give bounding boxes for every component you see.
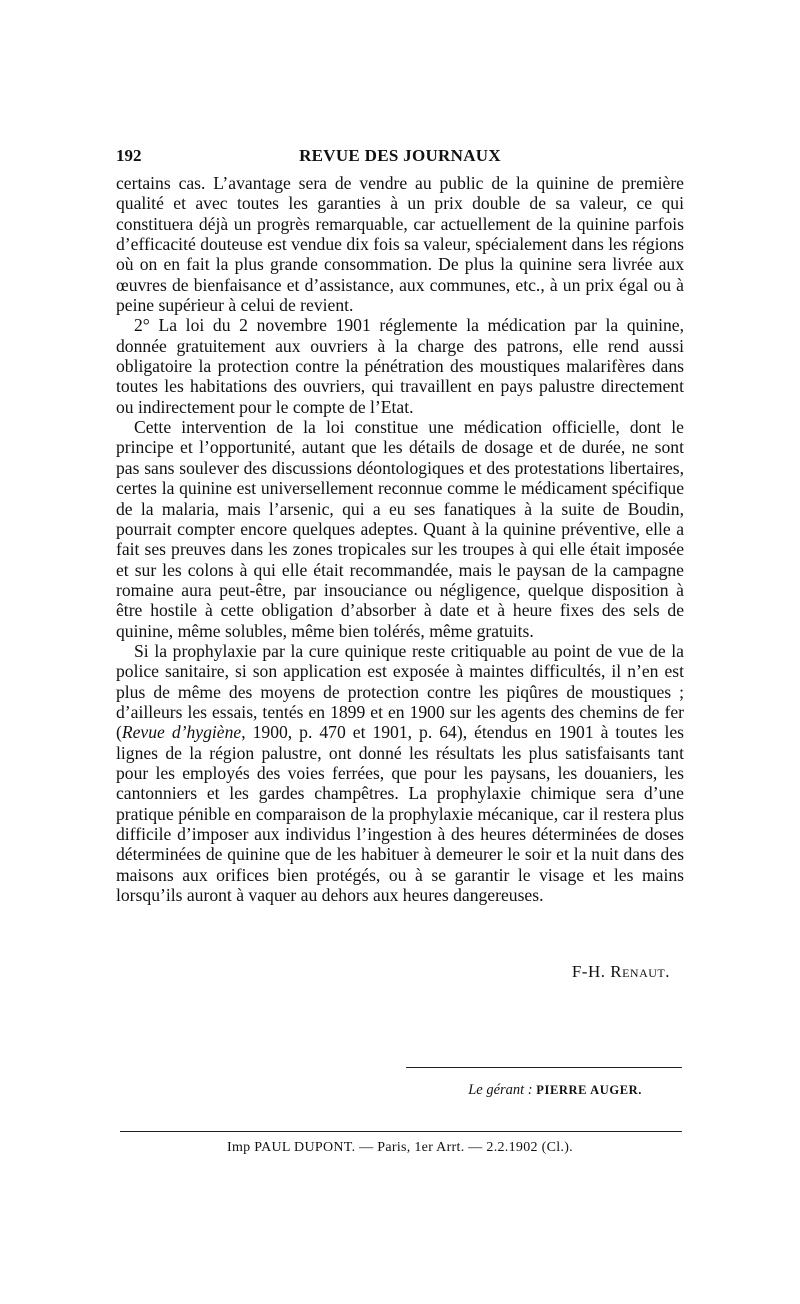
paragraph-4-end: , 1900, p. 470 et 1901, p. 64), étendus en 1901 à toutes les lignes de la région palustre, ont donné les résultats les plus satisfaisants tant pour les employés des voies ferrées, que pour les paysans, les douaniers, les cantonniers et les gardes champêtres. La prophylaxie chimique sera d’une pratique pénible en comparaison de la prophylaxie mécanique, car il restera plus difficile d’imposer aux individus l’ingestion à des heures déterminées de doses déterminées de quinine que de les habituer à demeurer le soir et la nuit dans des maisons aux orifices bien protégés, ou à se garantir le visage et les mains lorsqu’ils auront à vaquer au dehors aux heures dangereuses.: [116, 722, 685, 906]
journal-citation: Revue d’hygiène: [121, 722, 242, 743]
paragraph-3: Cette intervention de la loi constitue une médication officielle, dont le principe et l’opportunité, autant que les détails de dosage et de durée, ne sont pas sans soulever des discussions déontologiques et des protestations libertaires, certes la quinine est universellement reconnue comme le médicament spécifique de la malaria, mais l’arsenic, qui a eu ses fanatiques à la suite de Boudin, pourrait compter encore quelques adeptes. Quant à la quinine préventive, elle a fait ses preuves dans les zones tropicales sur les troupes à qui elle était imposée et sur les colons à qui elle était recommandée, mais le paysan de la campagne romaine aura peut-être, par insouciance ou négligence, quelque disposition à être hostile à cette obligation d’absorber à date et à heure fixes des sels de quinine, même solubles, même bien tolérés, même gratuits.: [116, 417, 684, 641]
article-body: [116, 173, 684, 905]
page-header: [116, 146, 684, 166]
paragraph-4: [116, 641, 684, 905]
page-number: 192: [116, 146, 142, 165]
author-initials: F-H.: [571, 962, 606, 981]
paragraph-1: certains cas. L’avantage sera de vendre au public de la quinine de première qualité et avec toutes les garanties à un prix double de sa valeur, ce qui constituera déjà un progrès remarquable, car actuellement de la quinine parfois d’efficacité douteuse est vendue dix fois sa valeur, spécialement dans les régions où on en fait la plus grande consommation. De plus la quinine sera livrée aux œuvres de bienfaisance et d’assistance, aux communes, etc., à un prix égal ou à peine supérieur à celui de revient.: [116, 173, 684, 316]
running-title: REVUE DES JOURNAUX: [299, 146, 501, 165]
imprint-rule: [120, 1131, 682, 1132]
gerant-label: Le gérant :: [468, 1082, 533, 1098]
gerant-rule: [406, 1067, 682, 1068]
author-signature: [572, 962, 670, 982]
gerant-name: PIERRE AUGER.: [536, 1083, 642, 1097]
paragraph-4-start: Si la prophylaxie par la cure quinique reste critiquable au point de vue de la police sanitaire, si son application est exposée à maintes difficultés, il n’en est plus de même des moyens de protection contre les piqûres de moustiques ; d’ailleurs les essais, tentés en 1899 et en 1900 sur les agents des chemins de fer (: [116, 640, 684, 743]
paragraph-2: 2° La loi du 2 novembre 1901 réglemente la médication par la quinine, donnée gratuitement aux ouvriers à la charge des patrons, elle rend aussi obligatoire la protection contre la pénétration des moustiques malarifères dans toutes les habitations des ouvriers, qui travaillent en pays palustre directement ou indirectement pour le compte de l’Etat.: [116, 315, 684, 417]
gerant-line: [468, 1082, 642, 1099]
printer-imprint: Imp PAUL DUPONT. — Paris, 1er Arrt. — 2.2.1902 (Cl.).: [227, 1140, 573, 1155]
author-surname: Renaut.: [610, 962, 670, 981]
